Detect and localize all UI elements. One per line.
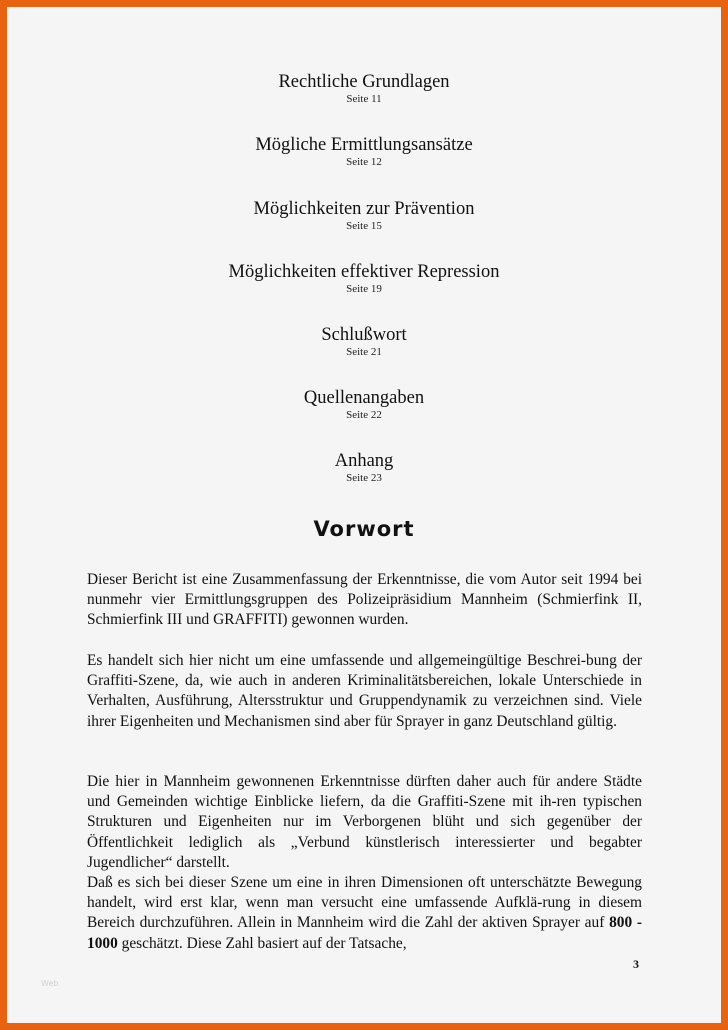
toc-entry-page: Seite 12 — [346, 156, 382, 168]
toc-entry-title: Anhang — [334, 451, 394, 471]
paragraph-text: geschätzt. Diese Zahl basiert auf der Tatsache, — [117, 934, 407, 952]
toc-entry — [7, 387, 721, 422]
paragraph-text: Daß es sich bei dieser Szene um eine in ihren Dimensionen oft unterschätzte Bewegung handelt, wird erst klar, wenn man versucht eine umfassende Aufklä-rung in diesem Bereich durchzuführen. Allein in Mannheim wird die Zahl der aktiven Sprayer auf — [87, 874, 642, 932]
foreword-paragraph: Es handelt sich hier nicht um eine umfassende und allgemeingültige Beschrei-bung der Graffiti-Szene, da, wie auch in anderen Kriminalitätsbereichen, lokale Unterschiede in Verhalten, Ausführung, Altersstruktur und Gruppendynamik zu verzeichnen sind. Viele ihrer Eigenheiten und Mechanismen sind aber für Sprayer in ganz Deutschland gültig. — [87, 652, 642, 730]
toc-entry-title: Schlußwort — [321, 325, 407, 345]
toc-entry-title: Möglichkeiten effektiver Repression — [228, 262, 500, 282]
toc-entry — [7, 261, 721, 296]
toc-entry — [7, 450, 721, 485]
toc-entry — [7, 324, 721, 359]
watermark: Web — [41, 979, 59, 988]
toc-entry — [7, 71, 721, 106]
toc-entry-page: Seite 11 — [346, 93, 382, 105]
toc-entry — [7, 134, 721, 169]
toc-entry-page: Seite 15 — [346, 220, 382, 232]
foreword-heading: Vorwort — [313, 517, 415, 541]
sprayer-count: 800 - 1000 — [87, 914, 642, 952]
toc-entry-page: Seite 22 — [346, 409, 382, 421]
toc-entry-page: Seite 23 — [346, 472, 382, 484]
foreword-paragraph: Dieser Bericht ist eine Zusammenfassung der Erkenntnisse, die vom Autor seit 1994 bei nunmehr vier Ermittlungsgruppen des Polizeipräsidium Mannheim (Schmierfink II, Schmierfink III und GRAFFITI) gewonnen wurden. — [87, 571, 642, 629]
toc-entry-page: Seite 21 — [346, 346, 382, 358]
toc-entry-title: Quellenangaben — [303, 388, 425, 408]
toc-entry-page: Seite 19 — [346, 283, 382, 295]
document-page — [7, 7, 721, 1023]
toc-entry — [7, 198, 721, 233]
toc-entry-title: Möglichkeiten zur Prävention — [253, 199, 475, 219]
page-number: 3 — [633, 957, 639, 971]
toc-entry-title: Mögliche Ermittlungsansätze — [255, 135, 473, 155]
toc-entry-title: Rechtliche Grundlagen — [278, 72, 450, 92]
foreword-paragraph: Die hier in Mannheim gewonnenen Erkenntnisse dürften daher auch für andere Städte und Gemeinden wichtige Einblicke liefern, da die Graffiti-Szene mit ih-ren typischen Strukturen und Eigenheiten nur im Verborgenen blüht und sich gegenüber der Öffentlichkeit lediglich als „Verbund künstlerisch interessierter und begabter Jugendlicher“ darstellt. — [87, 773, 642, 871]
foreword-paragraph-last — [87, 873, 642, 954]
